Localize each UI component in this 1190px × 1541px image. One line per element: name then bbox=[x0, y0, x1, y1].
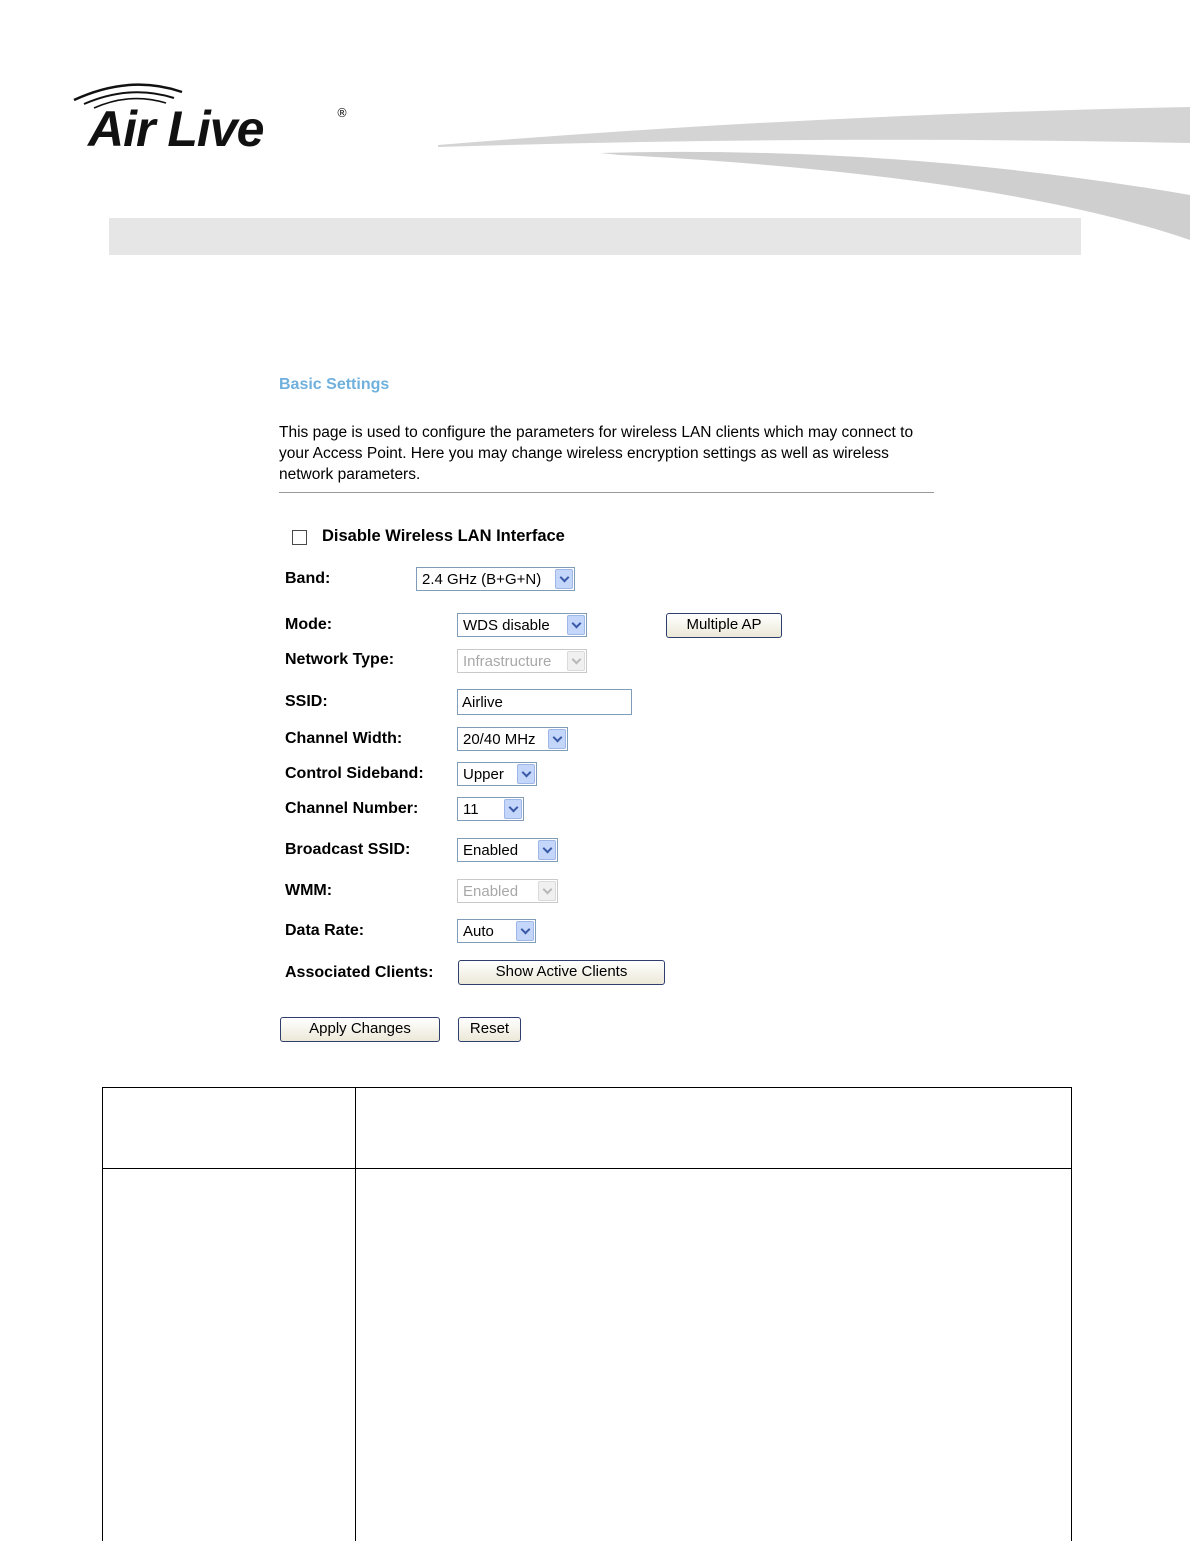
broadcast-ssid-select[interactable] bbox=[457, 838, 558, 862]
mode-select[interactable] bbox=[457, 613, 587, 637]
control-sideband-label: Control Sideband: bbox=[285, 765, 424, 782]
reset-button[interactable]: Reset bbox=[458, 1017, 521, 1042]
chevron-down-icon bbox=[567, 615, 585, 635]
ssid-label: SSID: bbox=[285, 693, 328, 710]
chevron-down-icon bbox=[516, 921, 534, 941]
channel-number-label: Channel Number: bbox=[285, 800, 419, 817]
apply-changes-button[interactable]: Apply Changes bbox=[280, 1017, 440, 1042]
network-type-label: Network Type: bbox=[285, 651, 395, 668]
basic-settings-panel bbox=[268, 364, 934, 1050]
broadcast-ssid-value: Enabled bbox=[463, 842, 519, 859]
chevron-down-icon bbox=[538, 881, 556, 901]
channel-number-value: 11 bbox=[463, 801, 479, 818]
chevron-down-icon bbox=[555, 569, 573, 589]
data-rate-value: Auto bbox=[463, 923, 494, 940]
panel-title: Basic Settings bbox=[279, 376, 390, 393]
chevron-down-icon bbox=[567, 651, 585, 671]
table-row-divider bbox=[103, 1168, 1071, 1169]
channel-number-select[interactable] bbox=[457, 797, 524, 821]
section-header-bar bbox=[109, 218, 1081, 255]
band-label: Band: bbox=[285, 570, 331, 587]
band-select[interactable] bbox=[416, 567, 575, 591]
logo-wordmark: Air Live bbox=[88, 101, 264, 157]
broadcast-ssid-label: Broadcast SSID: bbox=[285, 841, 411, 858]
disable-wlan-checkbox[interactable] bbox=[292, 530, 307, 545]
divider bbox=[279, 492, 934, 493]
control-sideband-value: Upper bbox=[463, 766, 504, 783]
chevron-down-icon bbox=[538, 840, 556, 860]
panel-description: This page is used to configure the parameters for wireless LAN clients which may connect to your Access Point. Here you may change wireless encryption settings as well as wireless network parameters. bbox=[279, 424, 914, 483]
chevron-down-icon bbox=[548, 729, 566, 749]
wmm-select bbox=[457, 879, 558, 903]
show-active-clients-button[interactable]: Show Active Clients bbox=[458, 960, 665, 985]
mode-label: Mode: bbox=[285, 616, 333, 633]
network-type-select bbox=[457, 649, 587, 673]
mode-value: WDS disable bbox=[463, 617, 550, 634]
data-rate-label: Data Rate: bbox=[285, 922, 365, 939]
disable-wlan-label: Disable Wireless LAN Interface bbox=[322, 527, 565, 545]
band-value: 2.4 GHz (B+G+N) bbox=[422, 571, 542, 588]
ssid-input[interactable] bbox=[457, 689, 632, 715]
chevron-down-icon bbox=[504, 799, 522, 819]
wmm-label: WMM: bbox=[285, 882, 333, 899]
associated-clients-label: Associated Clients: bbox=[285, 964, 434, 981]
chevron-down-icon bbox=[517, 764, 535, 784]
ssid-value: Airlive bbox=[462, 694, 503, 711]
registered-mark: ® bbox=[336, 106, 348, 120]
multiple-ap-button[interactable]: Multiple AP bbox=[666, 613, 782, 638]
description-table bbox=[102, 1087, 1072, 1541]
channel-width-value: 20/40 MHz bbox=[463, 731, 536, 748]
channel-width-select[interactable] bbox=[457, 727, 568, 751]
control-sideband-select[interactable] bbox=[457, 762, 537, 786]
network-type-value: Infrastructure bbox=[463, 653, 552, 670]
channel-width-label: Channel Width: bbox=[285, 730, 403, 747]
wmm-value: Enabled bbox=[463, 883, 519, 900]
table-column-divider bbox=[355, 1088, 356, 1541]
data-rate-select[interactable] bbox=[457, 919, 536, 943]
